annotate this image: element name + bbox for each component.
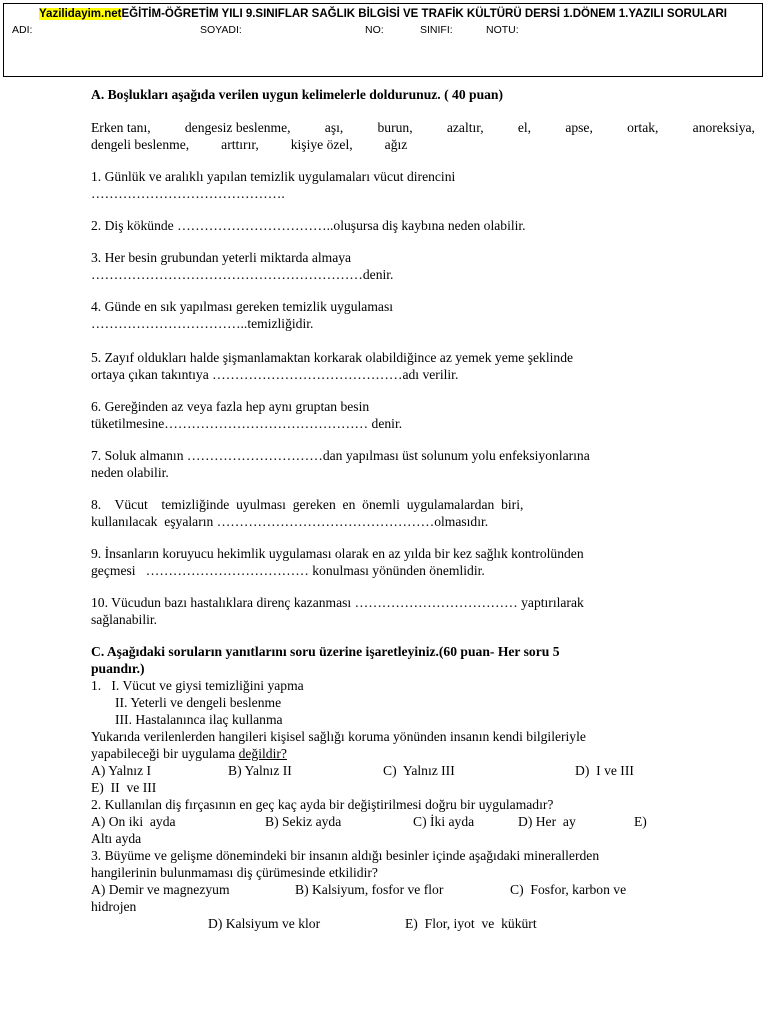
- option-c[interactable]: C) Yalnız III: [383, 763, 455, 778]
- word-bank-item: ağız: [384, 137, 408, 152]
- option-b[interactable]: B) Sekiz ayda: [265, 814, 342, 829]
- word-bank-item: Erken tanı,: [91, 120, 151, 135]
- word-bank-item: azaltır,: [446, 120, 484, 135]
- question-a2: 2. Diş kökünde ……………………………..oluşursa diş kaybına neden olabilir.: [91, 218, 526, 233]
- question-a10: 10. Vücudun bazı hastalıklara direnç kazanması ……………………………… yaptırılarak sağlanabilir.: [91, 595, 584, 627]
- section-c-title: C. Aşağıdaki soruların yanıtlarını soru üzerine işaretleyiniz.(60 puan- Her soru 5: [91, 644, 560, 659]
- option-e[interactable]: E) Flor, iyot ve kükürt: [405, 916, 537, 931]
- section-a-title: A. Boşlukları aşağıda verilen uygun kelimelerle doldurunuz. ( 40 puan): [91, 87, 504, 102]
- section-c-title-cont: puandır.): [91, 661, 145, 676]
- option-a[interactable]: A) Yalnız I: [91, 763, 152, 778]
- question-a3: 3. Her besin grubundan yeterli miktarda almaya ……………………………………………………denir.: [91, 250, 394, 282]
- question-a6: 6. Gereğinden az veya fazla hep aynı gruptan besin tüketilmesine……………………………………… denir.: [91, 399, 403, 431]
- answer-blank[interactable]: …………………………………….: [91, 186, 285, 201]
- word-bank-line-2: [91, 136, 761, 153]
- option-e[interactable]: E) II ve III: [91, 780, 157, 795]
- question-a5: 5. Zayıf oldukları halde şişmanlamaktan korkarak olabildiğince az yemek yeme şeklinde ortaya çıkan takıntıya ……………………………………adı verilir.: [91, 350, 574, 382]
- option-a[interactable]: A) Demir ve magnezyum: [91, 882, 230, 897]
- option-e-cont: Altı ayda: [91, 831, 142, 846]
- word-bank-item: arttırır,: [221, 137, 259, 152]
- word-bank-line-1: [91, 119, 761, 136]
- question-a8: 8. Vücut temizliğinde uyulması gereken en önemli uygulamalardan biri, kullanılacak eşyaların …………………………………………olmasıdır.: [91, 497, 524, 529]
- option-c[interactable]: C) Fosfor, karbon ve: [510, 882, 627, 897]
- option-b[interactable]: B) Kalsiyum, fosfor ve flor: [295, 882, 444, 897]
- exam-header: [3, 3, 763, 77]
- site-name[interactable]: Yazilidayim.net: [39, 8, 122, 20]
- option-c[interactable]: C) İki ayda: [413, 814, 475, 829]
- question-c1: 1. I. Vücut ve giysi temizliğini yapma II. Yeterli ve dengeli beslenme III. Hastalanınca ilaç kullanma Yukarıda verilenlerden hangileri kişisel sağlığı koruma yönünden insanın kendi bilgileriyle yapabileceği bir uygulama değildir? A) Yalnız I B) Yalnız II C) Yalnız III D) I ve III E) II ve III: [91, 677, 761, 796]
- field-surname-label: SOYADI:: [200, 24, 242, 36]
- question-c2: 2. Kullanılan diş fırçasının en geç kaç ayda bir değiştirilmesi doğru bir uygulamadır? A) On iki ayda B) Sekiz ayda C) İki ayda D) Her ay E) Altı ayda: [91, 796, 761, 847]
- option-d[interactable]: D) Kalsiyum ve klor: [208, 916, 321, 931]
- word-bank-item: apse,: [565, 120, 593, 135]
- answer-options: [91, 881, 761, 898]
- word-bank-item: burun,: [377, 120, 413, 135]
- word-bank-item: dengeli beslenme,: [91, 137, 190, 152]
- question-a1: 1. Günlük ve aralıklı yapılan temizlik uygulamaları vücut direncini …………………………………….: [91, 168, 761, 202]
- word-bank-item: el,: [517, 120, 532, 135]
- word-bank-item: anoreksiya,: [692, 120, 755, 135]
- field-grade-label: NOTU:: [486, 24, 519, 36]
- option-c-cont: hidrojen: [91, 899, 137, 914]
- question-a9: 9. İnsanların koruyucu hekimlik uygulaması olarak en az yılda bir kez sağlık kontrolünden geçmesi ……………………………… konulması yönünden önemlidir.: [91, 546, 584, 578]
- option-d[interactable]: D) Her ay: [518, 814, 576, 829]
- field-class-label: SINIFI:: [420, 24, 453, 36]
- field-name-label: ADI:: [12, 24, 33, 36]
- answer-options-row2: [91, 915, 761, 932]
- answer-options: [91, 762, 761, 779]
- word-bank-item: kişiye özel,: [290, 137, 353, 152]
- exam-content: [91, 86, 761, 932]
- option-e[interactable]: E): [634, 814, 647, 829]
- word-bank-item: ortak,: [627, 120, 659, 135]
- option-a[interactable]: A) On iki ayda: [91, 814, 176, 829]
- header-title-line: [4, 8, 762, 20]
- word-bank-item: dengesiz beslenme,: [184, 120, 291, 135]
- question-c3: 3. Büyüme ve gelişme dönemindeki bir insanın aldığı besinler içinde aşağıdaki minerallerden hangilerinin bulunmaması diş çürümesinde etkilidir? A) Demir ve magnezyum B) Kalsiyum, fosfor ve flor C) Fosfor, karbon ve hidrojen D) Kalsiyum ve klor E) Flor, iyot ve kükürt: [91, 847, 761, 932]
- option-b[interactable]: B) Yalnız II: [228, 763, 292, 778]
- answer-options: [91, 813, 761, 830]
- word-bank-item: aşı,: [324, 120, 344, 135]
- field-number-label: NO:: [365, 24, 384, 36]
- question-a7: 7. Soluk almanın …………………………dan yapılması üst solunum yolu enfeksiyonlarına neden olabilir.: [91, 448, 590, 480]
- section-c: [91, 643, 761, 932]
- exam-title: EĞİTİM-ÖĞRETİM YILI 9.SINIFLAR SAĞLIK BİLGİSİ VE TRAFİK KÜLTÜRÜ DERSİ 1.DÖNEM 1.YAZILI SORULARI: [121, 8, 727, 20]
- question-a4: 4. Günde en sık yapılması gereken temizlik uygulaması ……………………………..temizliğidir.: [91, 299, 394, 331]
- option-d[interactable]: D) I ve III: [575, 763, 634, 778]
